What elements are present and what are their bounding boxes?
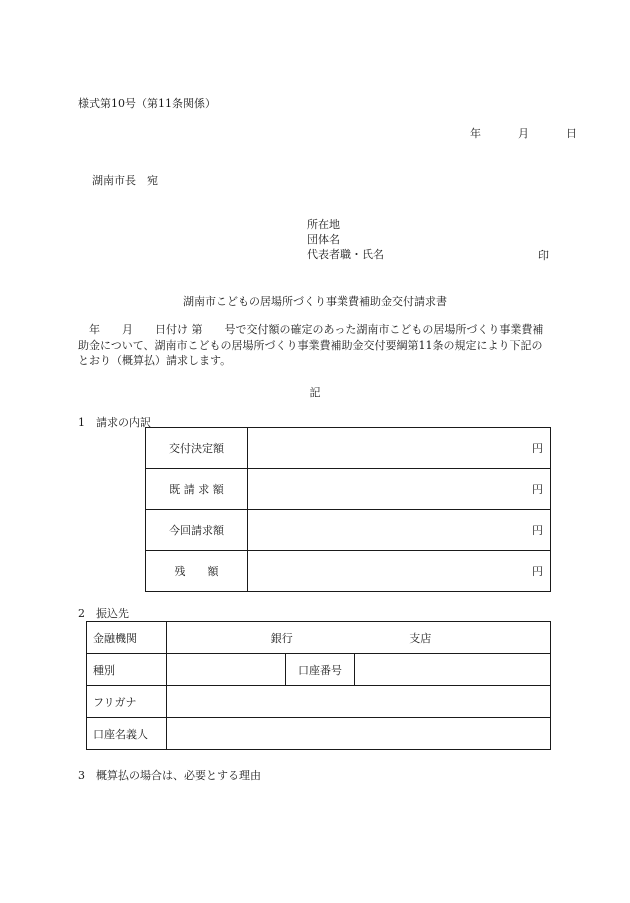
table-row (146, 510, 551, 551)
bank-label: 金融機関 (87, 622, 167, 654)
representative-label: 代表者職・氏名 (307, 248, 384, 261)
date-line (470, 125, 577, 141)
body-text: 年 月 日付け 第 号で交付額の確定のあった湖南市こどもの居場所づくり事業費補助金について、湖南市こどもの居場所づくり事業費補助金交付要綱第11条の規定により下記のとおり（概算払）請求します。 (78, 323, 544, 367)
seal-mark: 印 (538, 249, 549, 262)
type-label: 種別 (87, 654, 167, 686)
amount-field[interactable]: 円 (248, 428, 551, 469)
addressee: 湖南市長 宛 (92, 174, 158, 187)
amount-field[interactable]: 円 (248, 551, 551, 592)
amount-field[interactable]: 円 (248, 510, 551, 551)
holder-field[interactable] (167, 718, 551, 750)
row-label: 交付決定額 (146, 428, 248, 469)
account-number-label: 口座番号 (286, 654, 355, 685)
ki-heading: 記 (309, 386, 321, 399)
row-label: 既 請 求 額 (146, 469, 248, 510)
bank-transfer-table (86, 621, 551, 750)
section3-heading: 3 概算払の場合は、必要とする理由 (78, 769, 261, 782)
table-row (87, 622, 551, 654)
applicant-block (307, 217, 384, 262)
table-row (87, 654, 551, 686)
section1-heading: 1 請求の内訳 (78, 416, 151, 429)
holder-label: 口座名義人 (87, 718, 167, 750)
table-row (87, 718, 551, 750)
branch-suffix: 支店 (409, 631, 432, 645)
row-label: 残 額 (146, 551, 248, 592)
form-number: 様式第10号（第11条関係） (78, 97, 216, 110)
table-row (146, 469, 551, 510)
claim-breakdown-table (145, 427, 551, 592)
furigana-field[interactable] (167, 686, 551, 718)
type-field[interactable] (167, 654, 286, 686)
row-label: 今回請求額 (146, 510, 248, 551)
document-title: 湖南市こどもの居場所づくり事業費補助金交付請求書 (183, 295, 447, 308)
table-row (146, 428, 551, 469)
table-row (87, 686, 551, 718)
date-year: 年 (470, 127, 481, 140)
bank-suffix: 銀行 (270, 631, 293, 645)
bank-name-field[interactable] (167, 622, 551, 654)
date-day: 日 (566, 127, 577, 140)
group-label: 団体名 (307, 233, 340, 246)
address-label: 所在地 (307, 218, 340, 231)
amount-field[interactable]: 円 (248, 469, 551, 510)
account-number-cell (286, 654, 551, 686)
furigana-label: フリガナ (87, 686, 167, 718)
date-month: 月 (518, 127, 529, 140)
section2-heading: 2 振込先 (78, 607, 129, 620)
table-row (146, 551, 551, 592)
